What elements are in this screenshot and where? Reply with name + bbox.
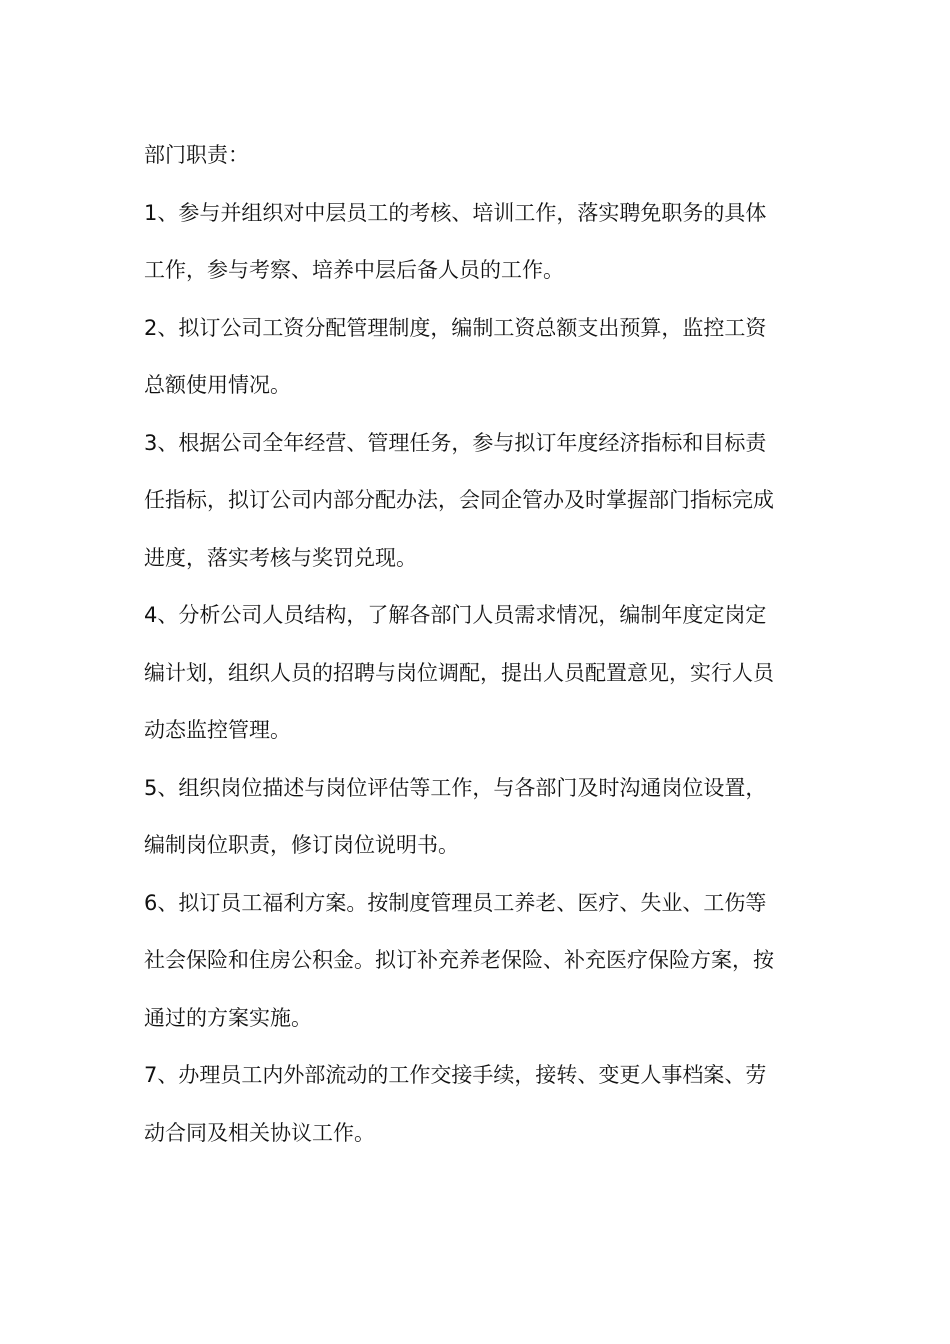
duty-line: 编制岗位职责，修订岗位说明书。 [144, 833, 459, 857]
duty-line: 社会保险和住房公积金。拟订补充养老保险、补充医疗保险方案，按 [144, 948, 774, 972]
duty-line: 6、拟订员工福利方案。按制度管理员工养老、医疗、失业、工伤等 [144, 890, 767, 915]
duty-item-3 [144, 415, 824, 588]
duty-item-6 [144, 875, 824, 1048]
duty-item-1 [144, 185, 824, 300]
duty-line: 5、组织岗位描述与岗位评估等工作，与各部门及时沟通岗位设置， [144, 775, 767, 800]
duty-item-4 [144, 587, 824, 760]
duty-line: 1、参与并组织对中层员工的考核、培训工作，落实聘免职务的具体 [144, 200, 767, 225]
duty-item-5 [144, 760, 824, 875]
duty-line: 动合同及相关协议工作。 [144, 1120, 375, 1145]
duty-line: 4、分析公司人员结构，了解各部门人员需求情况，编制年度定岗定 [144, 603, 767, 627]
duty-line: 动态监控管理。 [144, 718, 291, 742]
duty-line: 总额使用情况。 [144, 373, 291, 397]
duty-item-7 [144, 1047, 824, 1162]
duty-line: 进度，落实考核与奖罚兑现。 [144, 545, 417, 570]
duty-item-2 [144, 300, 824, 415]
document-heading: 部门职责： [144, 143, 249, 167]
duty-line: 2、拟订公司工资分配管理制度，编制工资总额支出预算，监控工资 [144, 315, 767, 340]
duty-line: 7、办理员工内外部流动的工作交接手续，接转、变更人事档案、劳 [144, 1063, 767, 1087]
duty-line: 通过的方案实施。 [144, 1005, 312, 1030]
duty-line: 任指标，拟订公司内部分配办法，会同企管办及时掌握部门指标完成 [144, 488, 774, 512]
document-page [144, 127, 824, 1162]
duty-line: 编计划，组织人员的招聘与岗位调配，提出人员配置意见，实行人员 [144, 660, 774, 685]
duty-line: 3、根据公司全年经营、管理任务，参与拟订年度经济指标和目标责 [144, 430, 767, 455]
duty-line: 工作，参与考察、培养中层后备人员的工作。 [144, 258, 564, 282]
